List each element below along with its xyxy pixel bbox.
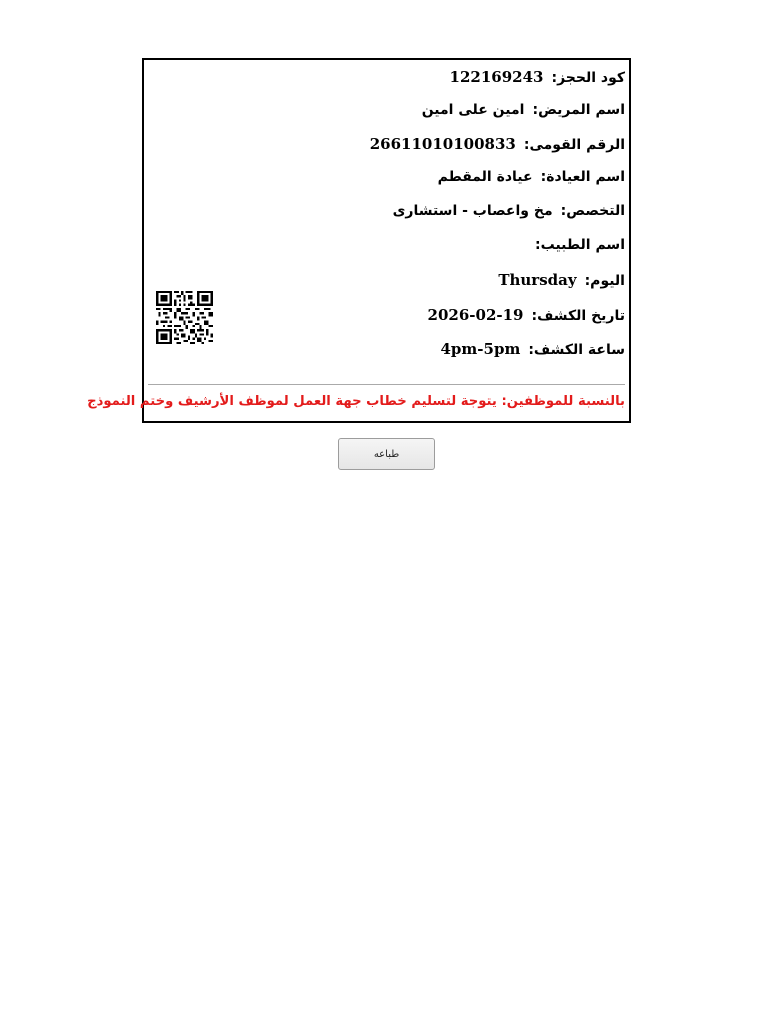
exam-time-label: ساعة الكشف: [528,342,625,358]
qr-code-icon [156,291,213,344]
exam-date-label: تاريخ الكشف: [531,308,625,324]
row-booking-code [450,68,625,86]
booking-code-label: كود الحجز: [551,70,625,86]
row-national-id [370,135,625,153]
day-value: Thursday [498,271,577,289]
row-exam-date [428,306,625,324]
print-button[interactable]: طباعه [338,438,435,470]
row-clinic-name [438,169,625,185]
row-specialty [393,203,625,219]
divider [148,384,625,385]
row-patient-name [422,102,625,118]
patient-name-value: امين على امين [421,102,525,118]
employee-notice: بالنسبة للموظفين: يتوجة لتسليم خطاب جهة العمل لموظف الأرشيف وختم النموذج [87,394,625,409]
exam-date-value: 2026-02-19 [427,306,524,324]
row-doctor-name [527,237,625,253]
clinic-name-value: عيادة المقطم [437,169,533,185]
specialty-label: التخصص: [560,203,625,219]
appointment-ticket [87,58,631,423]
row-day [498,271,625,289]
national-id-label: الرقم القومى: [523,137,625,153]
national-id-value: 26611010100833 [369,135,516,153]
clinic-name-label: اسم العيادة: [540,169,625,185]
specialty-value: مخ واعصاب - استشارى [392,203,553,219]
patient-name-label: اسم المريض: [532,102,625,118]
exam-time-value: 4pm-5pm [440,340,521,358]
day-label: اليوم: [584,273,625,289]
row-exam-time [441,340,626,358]
doctor-name-label: اسم الطبيب: [535,237,625,253]
booking-code-value: 122169243 [449,68,544,86]
